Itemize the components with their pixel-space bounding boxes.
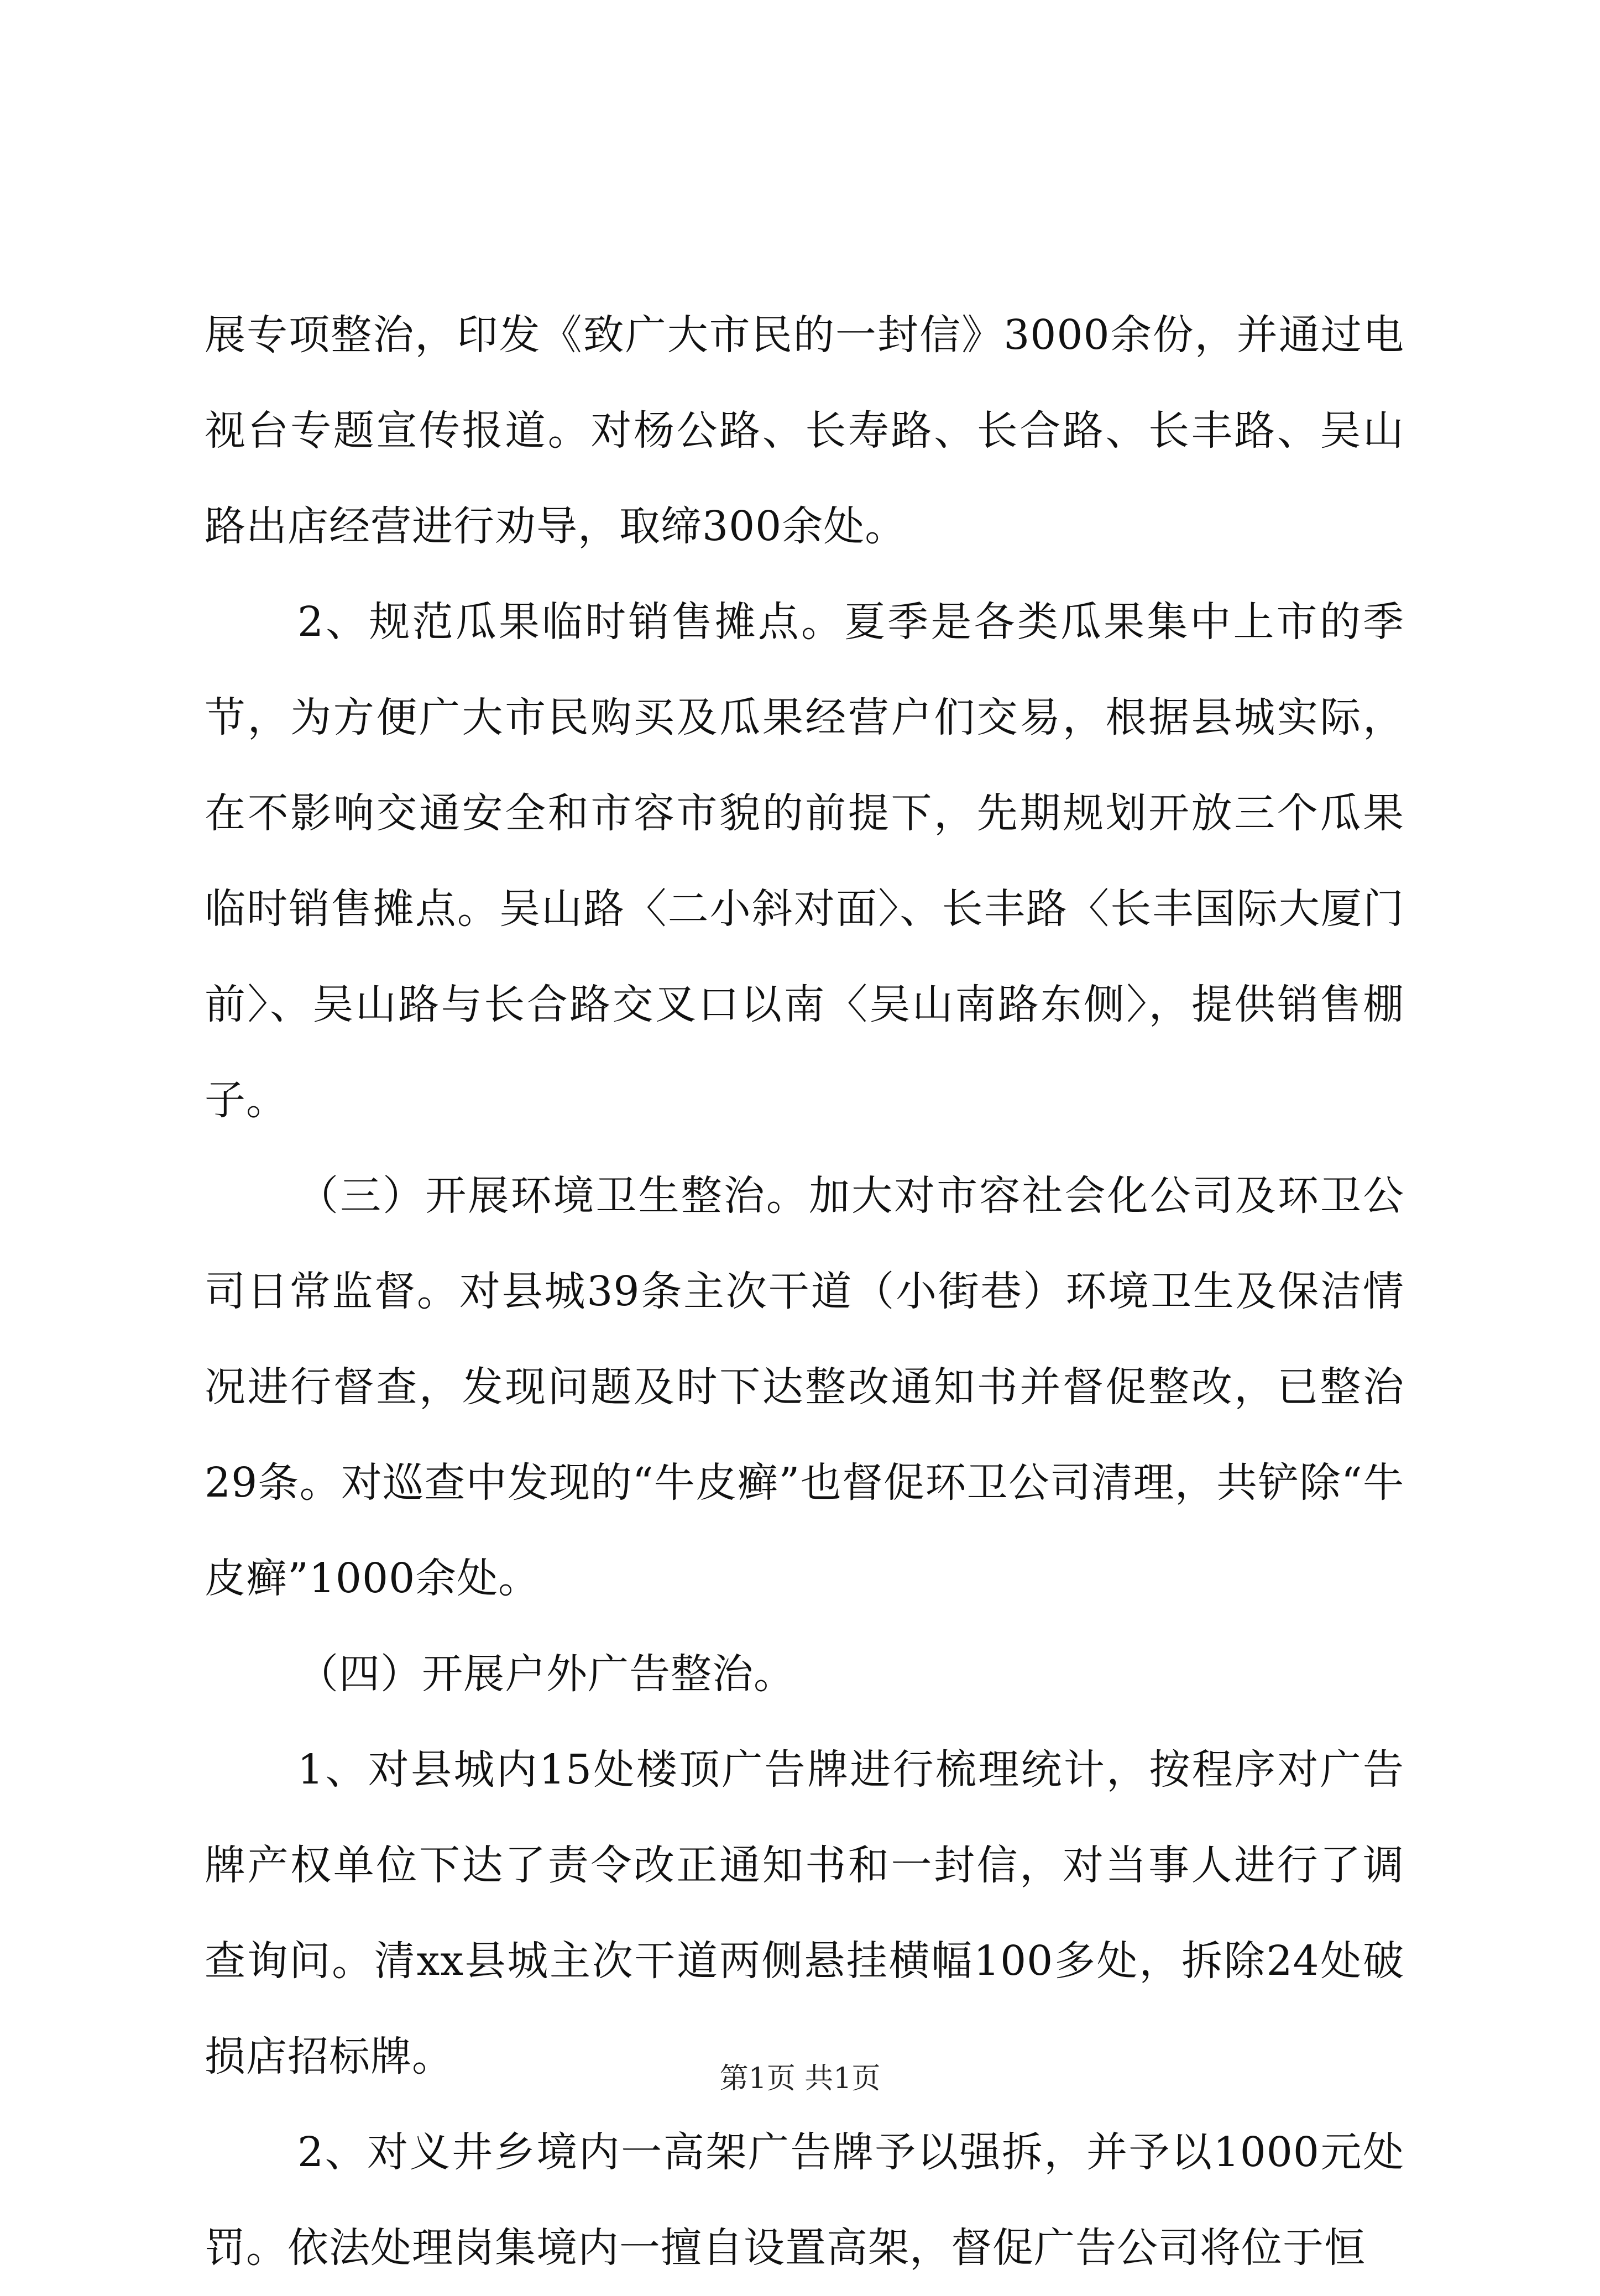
document-body	[205, 287, 1404, 2296]
paragraph-rooftop-billboards: 1、对县城内15处楼顶广告牌进行梳理统计，按程序对广告牌产权单位下达了责令改正通知书和一封信，对当事人进行了调查询问。清xx县城主次干道两侧悬挂横幅100多处，拆除24处破损店招标牌。	[205, 1746, 1404, 2080]
paragraph-sanitation: （三）开展环境卫生整治。加大对市容社会化公司及环卫公司日常监督。对县城39条主次干道（小街巷）环境卫生及保洁情况进行督查，发现问题及时下达整改通知书并督促整改，已整治29条。对巡查中发现的“牛皮癣”也督促环卫公司清理，共铲除“牛皮癣”1000余处。	[205, 1172, 1404, 1602]
heading-outdoor-ads: （四）开展户外广告整治。	[297, 1650, 795, 1698]
paragraph-melon-stalls: 2、规范瓜果临时销售摊点。夏季是各类瓜果集中上市的季节，为方便广大市民购买及瓜果经营户们交易，根据县城实际，在不影响交通安全和市容市貌的前提下，先期规划开放三个瓜果临时销售摊点。吴山路〈二小斜对面〉、长丰路〈长丰国际大厦门前〉、吴山路与长合路交叉口以南〈吴山南路东侧〉，提供销售棚子。	[205, 598, 1404, 1124]
paragraph-elevated-billboard: 2、对义井乡境内一高架广告牌予以强拆，并予以1000元处罚。依法处理岗集境内一擅自设置高架，督促广告公司将位于恒	[205, 2128, 1404, 2272]
paragraph-continuation: 展专项整治，印发《致广大市民的一封信》3000余份，并通过电视台专题宣传报道。对杨公路、长寿路、长合路、长丰路、吴山路出店经营进行劝导，取缔300余处。	[205, 311, 1404, 550]
page-footer: 第1页 共1页	[719, 2062, 881, 2095]
